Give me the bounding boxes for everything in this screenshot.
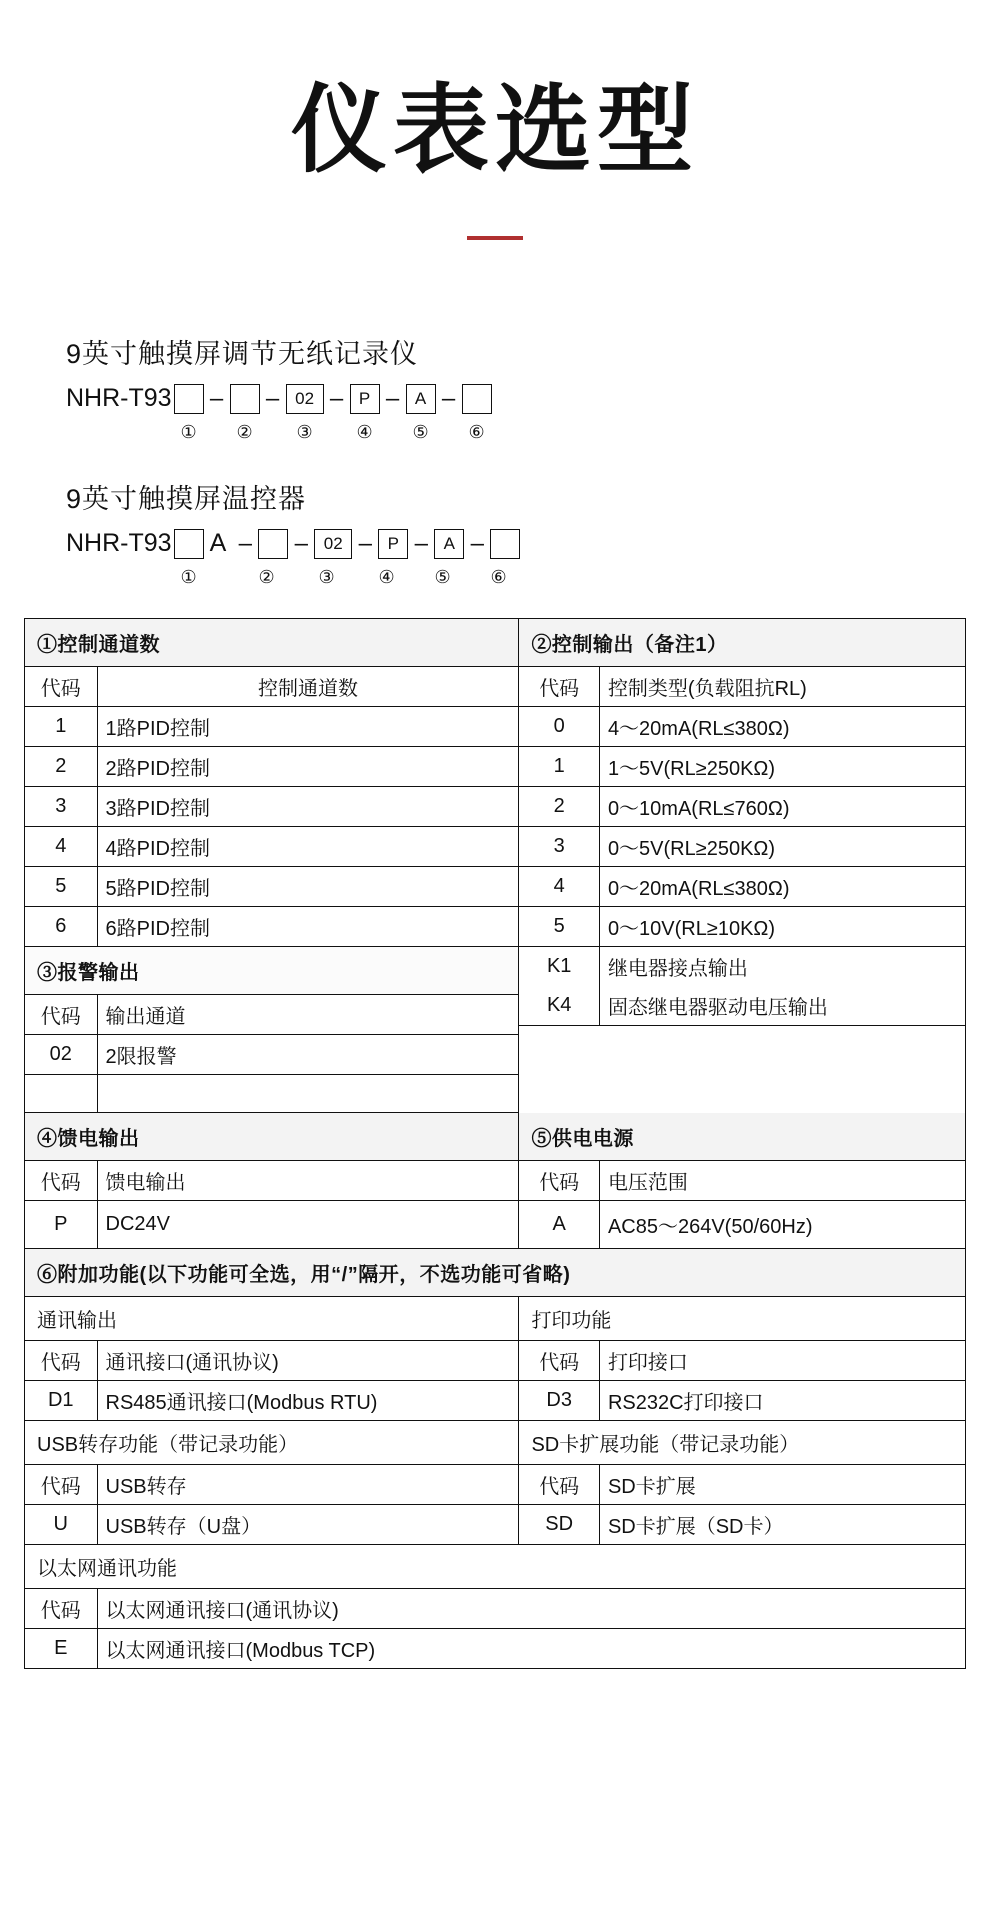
model1-markers [66,419,990,447]
s2-r3-code: 2 [519,786,599,826]
table-row [519,986,965,1026]
s6-g5-col-desc: 以太网通讯接口(通讯协议) [97,1589,965,1629]
section-1-table [25,667,518,947]
table-header-row [25,1589,965,1629]
s2-r7-desc: 继电器接点输出 [607,957,748,980]
table-row-4 [25,1421,965,1545]
s1-r2-desc: 2路PID控制 [97,746,518,786]
s6-g4-r1-desc: SD卡扩展（SD卡） [599,1504,965,1544]
model2-markers [66,564,990,592]
model2-box-4: P [378,529,408,559]
s6-g4-col-desc: SD卡扩展 [599,1465,965,1505]
s6-g4-r1-code: SD [519,1504,599,1544]
section-5-table [519,1161,965,1249]
model2-dash-1: – [238,529,252,557]
s1-r6-code: 6 [25,906,97,946]
table-header-row [25,1465,518,1505]
s2-r8-code: K4 [519,986,599,1026]
s3-filler-desc [97,1074,518,1112]
s6-g5-table [25,1589,965,1669]
s1-col-code: 代码 [25,667,97,707]
model1-box-5: A [406,384,436,414]
table-row [519,706,965,746]
s6-g2-col-desc: 打印接口 [599,1341,965,1381]
model2-box-2 [258,529,288,559]
model2-dash-5: – [470,529,484,557]
model-name-2: 9英寸触摸屏温控器 [66,483,307,514]
table-row [25,1380,518,1420]
model1-box-3: 02 [286,384,324,414]
s6-g1-col-desc: 通讯接口(通讯协议) [97,1341,518,1381]
model2-marker-2: ② [258,567,275,588]
table-row [519,826,965,866]
table-row [519,866,965,906]
group-print-function [519,1297,965,1421]
s6-g5-title: 以太网通讯功能 [25,1545,965,1589]
model-entry-1 [66,332,990,447]
model-code-row-2 [66,526,990,562]
table-row-3 [25,1297,965,1421]
title-divider [467,236,523,240]
section-3-header: ③报警输出 [25,947,518,995]
model2-dash-2: – [294,529,308,557]
page-title: 仪表选型 [291,77,699,184]
s2-r7-code: K1 [519,946,599,986]
s5-col-desc: 电压范围 [599,1161,965,1201]
s1-r1-code: 1 [25,706,97,746]
s1-r3-code: 3 [25,786,97,826]
section-3-table [25,995,518,1113]
s6-g1-r1-code: D1 [25,1380,97,1420]
model-entry-2 [66,477,990,592]
model2-box-1 [174,529,204,559]
s6-g4-title: SD卡扩展功能（带记录功能） [519,1421,965,1465]
model1-box-2 [230,384,260,414]
s2-r8-desc: 固态继电器驱动电压输出 [599,986,965,1026]
table-row-5 [25,1545,965,1669]
s6-g3-r1-code: U [25,1504,97,1544]
table-row [519,746,965,786]
model2-marker-4: ④ [378,567,395,588]
s4-r1-desc: DC24V [97,1200,518,1248]
table-header-row [519,1341,965,1381]
model-code-row-1 [66,381,990,417]
model1-marker-5: ⑤ [412,422,429,443]
title-block [0,0,990,240]
s4-col-desc: 馈电输出 [97,1161,518,1201]
table-row [25,786,518,826]
s6-g5-col-code: 代码 [25,1589,97,1629]
s2-r6-code: 5 [519,906,599,946]
s6-g1-col-code: 代码 [25,1341,97,1381]
table-header-row [519,1161,965,1201]
s5-r1-desc: AC85～264V(50/60Hz) [599,1200,965,1248]
s6-g1-table [25,1341,518,1421]
model1-dash-4: – [385,384,400,412]
model1-marker-4: ④ [356,422,373,443]
table-row [519,1380,965,1420]
section-5-header: ⑤供电电源 [519,1113,965,1161]
model2-marker-1: ① [180,567,197,588]
s5-col-code: 代码 [519,1161,599,1201]
s1-r2-code: 2 [25,746,97,786]
s2-r5-code: 4 [519,866,599,906]
s6-g2-title: 打印功能 [519,1297,965,1341]
s6-g1-title: 通讯输出 [25,1297,518,1341]
s1-r6-desc: 6路PID控制 [97,906,518,946]
model1-dash-2: – [265,384,280,412]
s2-r4-desc: 0～5V(RL≥250KΩ) [599,826,965,866]
table-row [25,1034,518,1074]
s6-g2-r1-code: D3 [519,1380,599,1420]
table-row [25,826,518,866]
s6-g3-r1-desc: USB转存（U盘） [97,1504,518,1544]
s3-filler-code [25,1074,97,1112]
specification-tables [24,618,966,1669]
s6-g3-col-code: 代码 [25,1465,97,1505]
group-sd-function [519,1421,965,1545]
table-header-row [519,667,965,707]
s1-r4-desc: 4路PID控制 [97,826,518,866]
table-row [519,946,965,986]
model1-marker-3: ③ [296,422,313,443]
table-row-2 [25,1113,965,1249]
model1-dash-1: – [209,384,224,412]
s3-r1-desc: 2限报警 [97,1034,518,1074]
model2-dash-4: – [414,529,428,557]
model2-letter-a: A [209,529,227,558]
section-4-table [25,1161,518,1249]
table-row [25,746,518,786]
table-row [25,866,518,906]
table-row [519,1504,965,1544]
s3-r1-code: 02 [25,1034,97,1074]
s3-col-code: 代码 [25,995,97,1035]
model1-box-4: P [350,384,380,414]
s6-g4-col-code: 代码 [519,1465,599,1505]
table-header-row [519,1465,965,1505]
s2-col-desc: 控制类型(负载阻抗RL) [599,667,965,707]
s6-g5-r1-desc: 以太网通讯接口(Modbus TCP) [97,1628,965,1668]
model2-marker-6: ⑥ [490,567,507,588]
table-header-row [25,667,518,707]
s3-col-desc: 输出通道 [97,995,518,1035]
table-row [25,1200,518,1248]
s2-r5-desc: 0～20mA(RL≤380Ω) [599,866,965,906]
table-row [25,906,518,946]
section-1-header: ①控制通道数 [25,619,518,667]
model-prefix-2: NHR-T93 [66,529,172,558]
table-row [25,1628,965,1668]
left-column-group-1 [25,619,519,1113]
s6-g2-col-code: 代码 [519,1341,599,1381]
right-column-group-2 [519,1113,965,1249]
model2-box-5: A [434,529,464,559]
table-row [519,906,965,946]
model1-box-1 [174,384,204,414]
s1-r5-code: 5 [25,866,97,906]
s6-g2-table [519,1341,965,1421]
s2-r2-desc: 1～5V(RL≥250KΩ) [599,746,965,786]
s2-r1-desc: 4～20mA(RL≤380Ω) [599,706,965,746]
s6-g4-table [519,1465,965,1545]
model1-dash-3: – [329,384,344,412]
model1-box-6 [462,384,492,414]
group-usb-function [25,1421,519,1545]
s5-r1-code: A [519,1200,599,1248]
model1-marker-2: ② [236,422,253,443]
s6-g5-r1-code: E [25,1628,97,1668]
table-row [519,1200,965,1248]
group-comm-output [25,1297,519,1421]
s6-g3-table [25,1465,518,1545]
model2-box-3: 02 [314,529,352,559]
table-header-row [25,1341,518,1381]
section-6-header: ⑥附加功能(以下功能可全选，用“/”隔开，不选功能可省略) [25,1249,965,1297]
s1-col-desc: 控制通道数 [97,667,518,707]
section-2-table [519,667,965,1026]
s6-g1-r1-desc: RS485通讯接口(Modbus RTU) [97,1380,518,1420]
table-row-1 [25,619,965,1113]
s4-r1-code: P [25,1200,97,1248]
table-row [519,786,965,826]
s6-g2-r1-desc: RS232C打印接口 [599,1380,965,1420]
model-code-block [66,332,990,592]
model-name-1: 9英寸触摸屏调节无纸记录仪 [66,338,419,369]
s2-r1-code: 0 [519,706,599,746]
model2-marker-5: ⑤ [434,567,451,588]
model2-marker-3: ③ [318,567,335,588]
s2-r4-code: 3 [519,826,599,866]
model2-dash-3: – [358,529,372,557]
s2-r2-code: 1 [519,746,599,786]
s1-r3-desc: 3路PID控制 [97,786,518,826]
s6-g3-col-desc: USB转存 [97,1465,518,1505]
table-row-filler [25,1074,518,1112]
table-header-row [25,1161,518,1201]
s2-r6-desc: 0～10V(RL≥10KΩ) [599,906,965,946]
group-ethernet-function [25,1545,965,1669]
model-prefix-1: NHR-T93 [66,384,172,413]
model1-marker-1: ① [180,422,197,443]
s1-r5-desc: 5路PID控制 [97,866,518,906]
model1-marker-6: ⑥ [468,422,485,443]
model1-dash-5: – [441,384,456,412]
s6-g3-title: USB转存功能（带记录功能） [25,1421,518,1465]
section-2-header: ②控制输出（备注1） [519,619,965,667]
s1-r1-desc: 1路PID控制 [97,706,518,746]
right-column-group-1 [519,619,965,1113]
s2-col-code: 代码 [519,667,599,707]
model2-box-6 [490,529,520,559]
s4-col-code: 代码 [25,1161,97,1201]
left-column-group-2 [25,1113,519,1249]
table-row [25,706,518,746]
table-header-row [25,995,518,1035]
section-4-header: ④馈电输出 [25,1113,518,1161]
s2-r3-desc: 0～10mA(RL≤760Ω) [599,786,965,826]
s1-r4-code: 4 [25,826,97,866]
table-row [25,1504,518,1544]
